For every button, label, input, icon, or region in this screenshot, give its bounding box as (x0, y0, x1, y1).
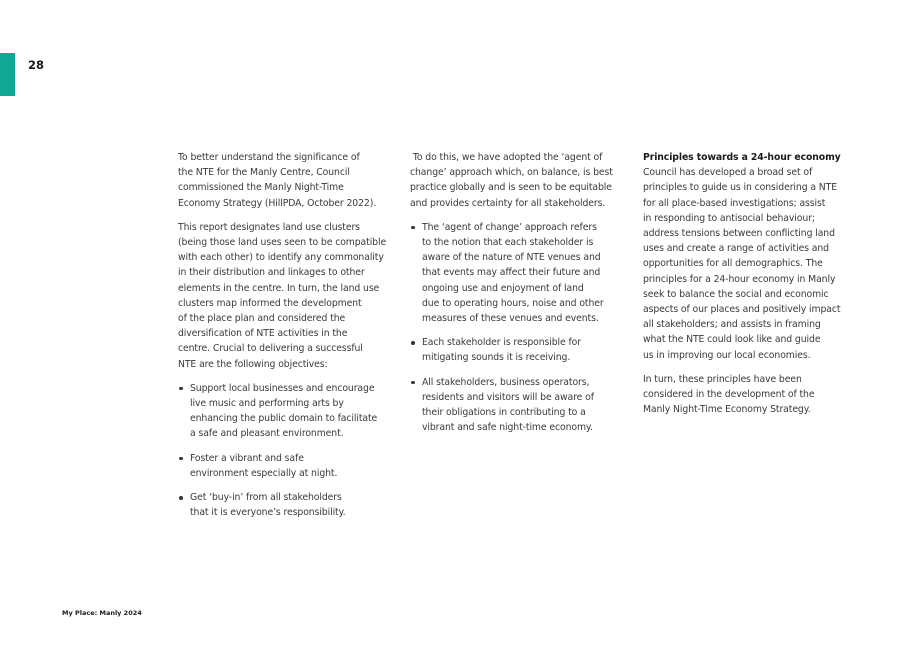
intro-paragraph (178, 150, 393, 211)
text-line: elements in the centre. In turn, the land use (178, 282, 380, 294)
text-line: in their distribution and linkages to other (178, 267, 365, 279)
text-line: of the place plan and considered the (178, 313, 346, 325)
agent-of-change-paragraph (410, 150, 625, 211)
list-item (410, 220, 625, 326)
text-line: centre. Crucial to delivering a successful (178, 343, 363, 355)
text-line: their obligations in contributing to a (422, 407, 586, 419)
text-line: principles for a 24-hour economy in Manly (643, 273, 836, 285)
page-number: 28 (28, 58, 45, 72)
text-line: NTE are the following objectives: (178, 358, 328, 370)
text-line: all stakeholders; and assists in framing (643, 319, 821, 331)
text-line: ongoing use and enjoyment of land (422, 282, 584, 294)
text-line: that events may affect their future and (422, 267, 601, 279)
text-line: that it is everyone’s responsibility. (190, 507, 346, 519)
text-line: aspects of our places and positively impact (643, 304, 841, 316)
text-line: environment especially at night. (190, 467, 338, 479)
text-line: us in improving our local economies. (643, 349, 811, 361)
column-1 (178, 150, 393, 529)
text-line: mitigating sounds it is receiving. (422, 352, 571, 364)
page-accent-bar (0, 53, 15, 96)
text-line: in responding to antisocial behaviour; (643, 212, 815, 224)
text-line: Get ‘buy-in’ from all stakeholders (190, 492, 342, 504)
list-item (410, 375, 625, 436)
agent-of-change-list (410, 220, 625, 436)
text-line: considered in the development of the (643, 389, 815, 401)
text-line: Support local businesses and encourage (190, 382, 375, 394)
text-line: commissioned the Manly Night-Time (178, 182, 344, 194)
principles-paragraph (643, 150, 858, 363)
text-line: address tensions between conflicting land (643, 228, 835, 240)
text-line: Manly Night-Time Economy Strategy. (643, 404, 811, 416)
text-line: All stakeholders, business operators, (422, 376, 590, 388)
text-line: aware of the nature of NTE venues and (422, 252, 601, 264)
text-line: practice globally and is seen to be equitable (410, 182, 612, 194)
text-line: To better understand the significance of (178, 152, 360, 163)
text-line: uses and create a range of activities and (643, 243, 829, 255)
text-line: for all place-based investigations; assist (643, 197, 826, 209)
text-line: what the NTE could look like and guide (643, 334, 821, 346)
list-item (178, 451, 393, 481)
text-line: change’ approach which, on balance, is best (410, 167, 613, 179)
text-line: The ‘agent of change’ approach refers (422, 221, 597, 233)
column-3 (643, 150, 858, 426)
objectives-list (178, 381, 393, 521)
text-line: In turn, these principles have been (643, 373, 802, 385)
text-line: Each stakeholder is responsible for (422, 337, 581, 349)
text-line: a safe and pleasant environment. (190, 428, 344, 440)
text-line: Economy Strategy (HillPDA, October 2022). (178, 197, 377, 209)
text-line: and provides certainty for all stakeholders. (410, 197, 606, 209)
text-line: This report designates land use clusters (178, 221, 360, 233)
strategy-paragraph (643, 372, 858, 418)
text-line: to the notion that each stakeholder is (422, 237, 594, 249)
section-heading: Principles towards a 24-hour economy (643, 152, 841, 163)
text-line: Council has developed a broad set of (643, 167, 813, 179)
text-line: diversification of NTE activities in the (178, 328, 348, 340)
text-line: live music and performing arts by (190, 398, 344, 410)
text-line: To do this, we have adopted the ‘agent of (410, 152, 603, 163)
land-use-paragraph (178, 220, 393, 372)
text-line: seek to balance the social and economic (643, 288, 829, 300)
list-item (178, 490, 393, 520)
text-line: (being those land uses seen to be compatible (178, 237, 387, 249)
text-line: the NTE for the Manly Centre, Council (178, 167, 350, 179)
text-line: measures of these venues and events. (422, 313, 599, 325)
list-item (410, 335, 625, 365)
text-line: clusters map informed the development (178, 297, 362, 309)
text-line: opportunities for all demographics. The (643, 258, 823, 270)
text-line: enhancing the public domain to facilitate (190, 413, 378, 425)
text-line: vibrant and safe night-time economy. (422, 422, 593, 434)
text-line: due to operating hours, noise and other (422, 297, 604, 309)
text-line: Foster a vibrant and safe (190, 452, 304, 464)
list-item (178, 381, 393, 442)
text-line: principles to guide us in considering a NTE (643, 182, 838, 194)
text-line: with each other) to identify any commonality (178, 252, 384, 264)
column-2 (410, 150, 625, 444)
text-line: residents and visitors will be aware of (422, 391, 594, 403)
page-footer: My Place: Manly 2024 (62, 609, 142, 617)
